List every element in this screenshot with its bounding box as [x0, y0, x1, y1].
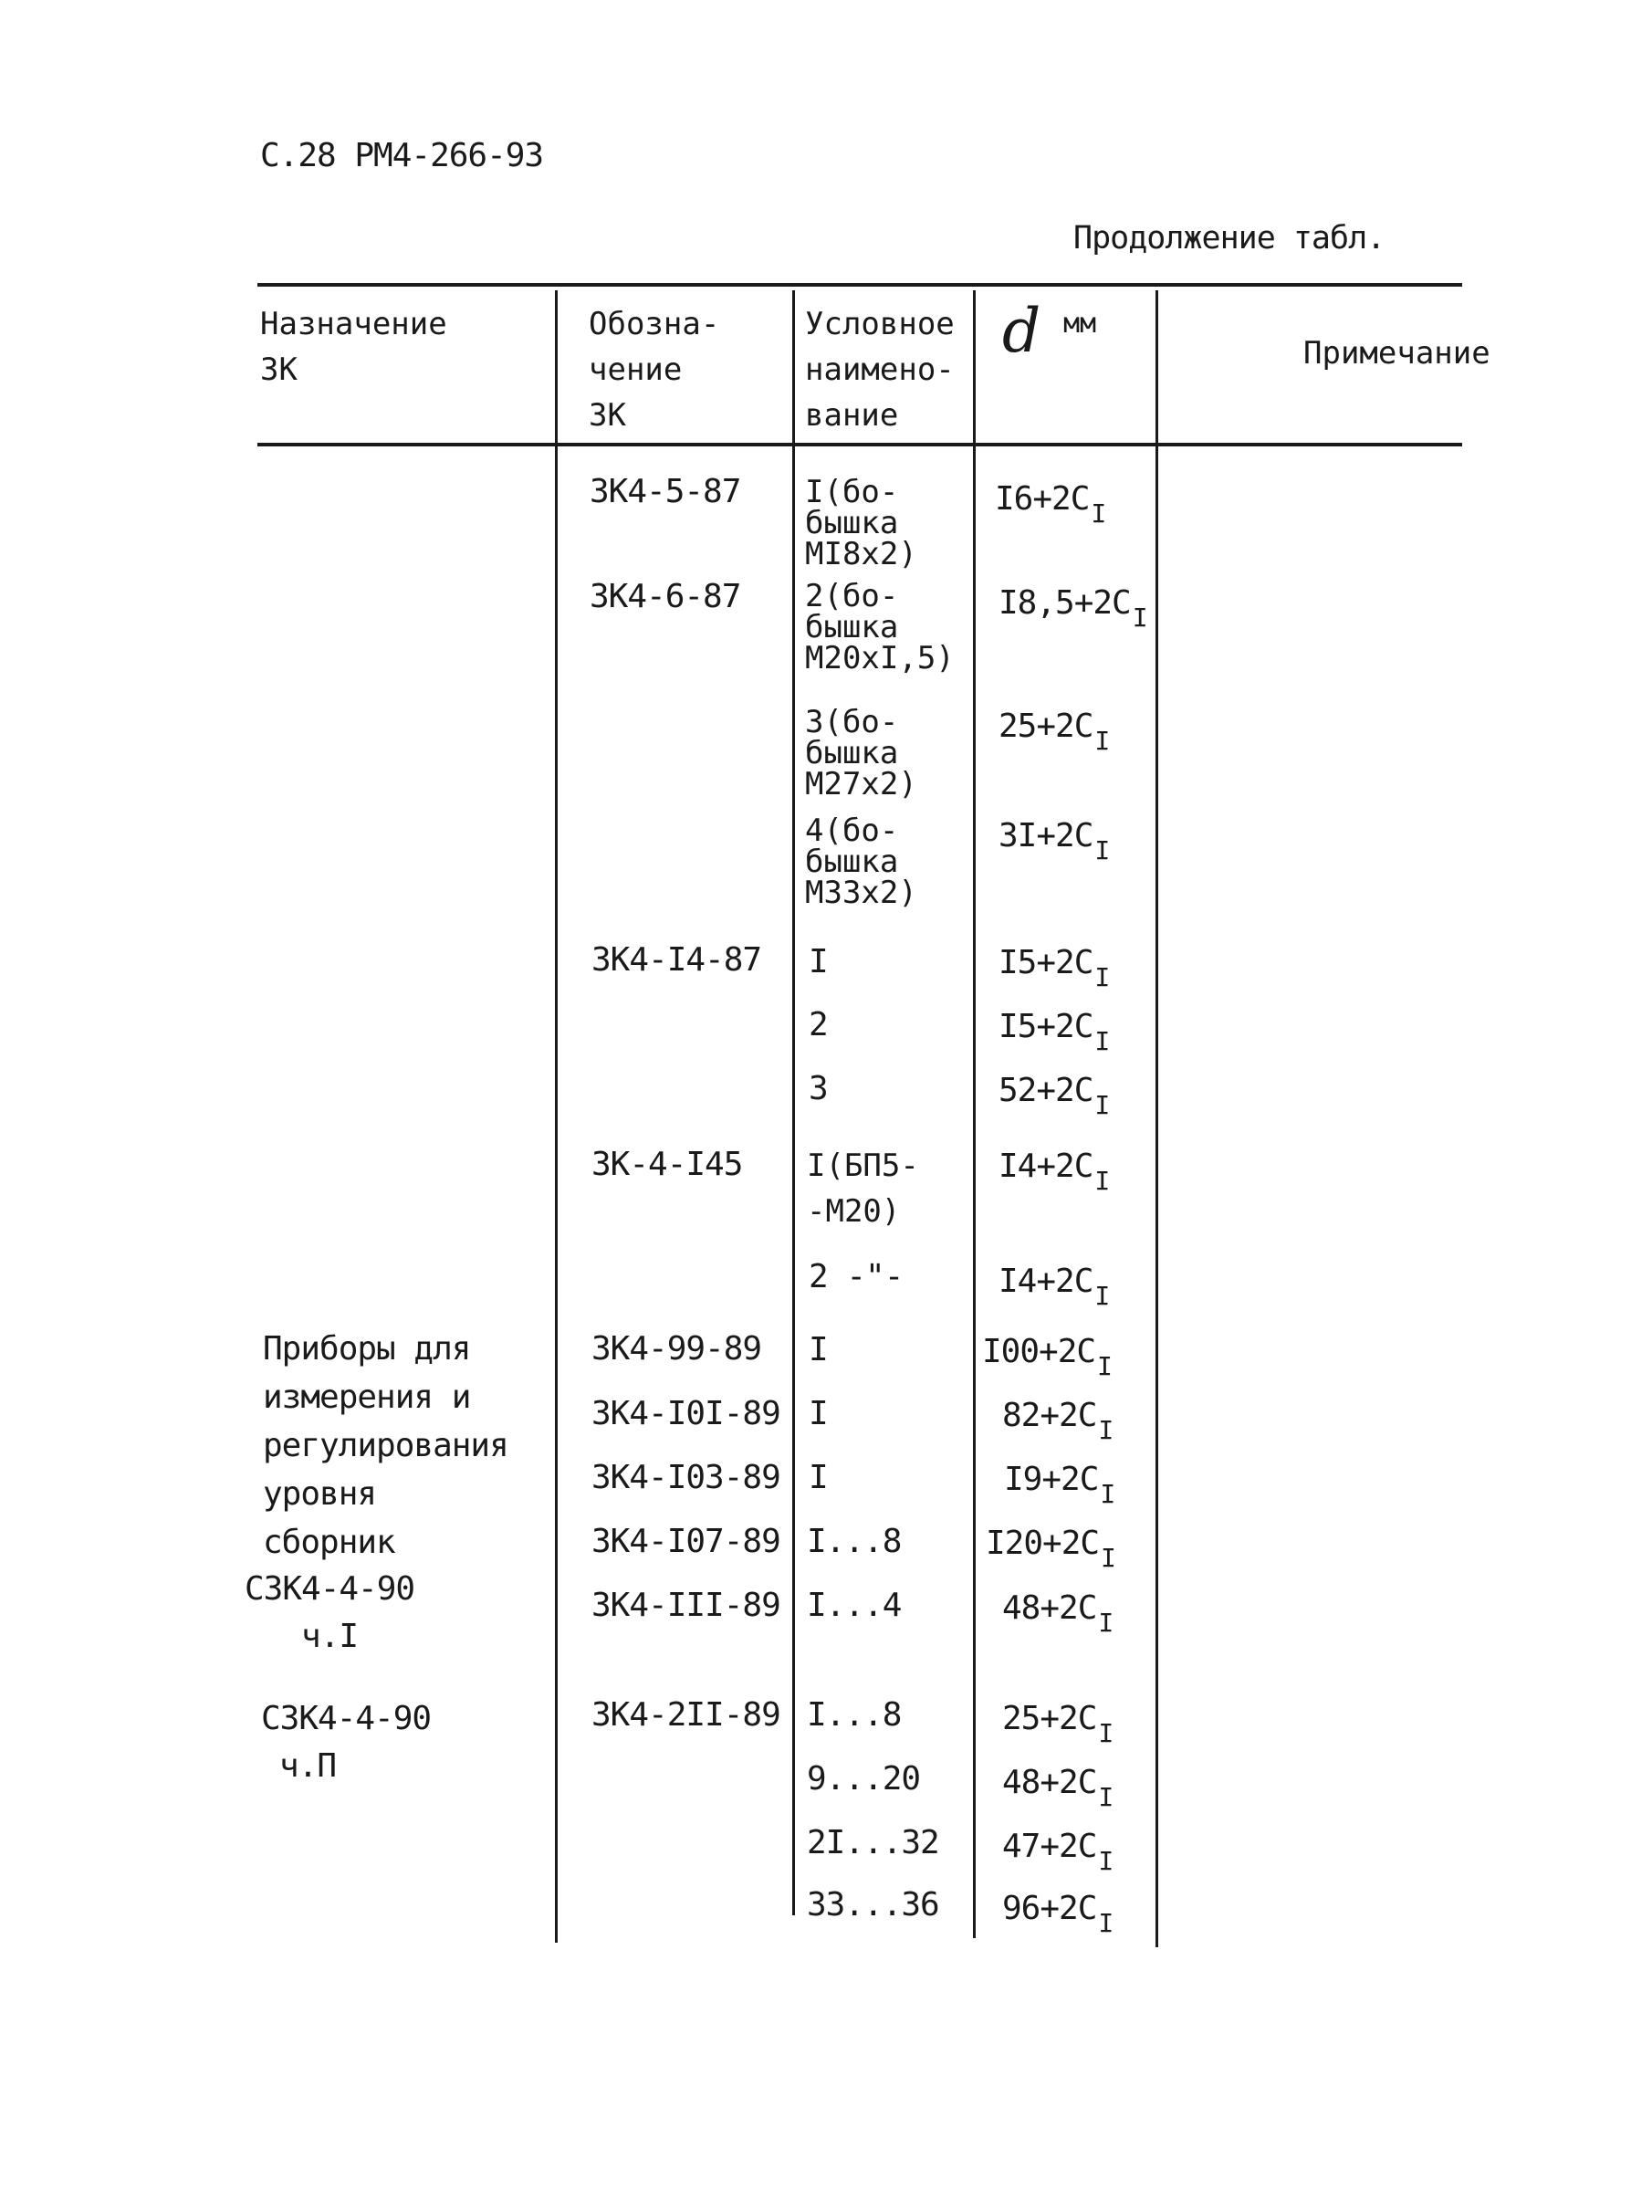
name-cell: I	[809, 1459, 828, 1496]
d-value: I9+2C	[1004, 1461, 1099, 1498]
d-subscript: I	[1094, 962, 1110, 992]
d-value: I6+2C	[995, 480, 1090, 518]
header-d-symbol: d	[1002, 296, 1041, 366]
header-designation: Обозна- чение ЗК	[589, 306, 720, 434]
name-cell: I...8	[807, 1523, 902, 1560]
d-value: 48+2C	[1002, 1764, 1097, 1801]
d-subscript: I	[1094, 1026, 1110, 1056]
purpose-text: ч.П	[279, 1747, 337, 1785]
page-header: С.28 РМ4-266-93	[260, 137, 544, 174]
d-value-cell	[1004, 1461, 1115, 1509]
d-value-cell	[1002, 1890, 1114, 1938]
d-subscript: I	[1094, 726, 1110, 756]
d-value: 52+2C	[999, 1072, 1093, 1109]
d-value-cell	[1002, 1397, 1114, 1445]
name-cell: 3(бо- бышка M27x2)	[805, 704, 917, 802]
name-cell: 3	[809, 1070, 828, 1107]
table-top-rule	[257, 283, 1462, 287]
designation-cell: ЗК4-2II-89	[591, 1696, 780, 1734]
designation-cell: ЗК4-III-89	[591, 1587, 780, 1624]
name-cell: I...8	[807, 1696, 902, 1734]
d-value: I8,5+2C	[999, 584, 1131, 622]
d-value-cell	[1002, 1589, 1114, 1638]
name-cell: 33...36	[807, 1886, 939, 1924]
d-subscript: I	[1091, 498, 1106, 529]
column-divider	[973, 290, 976, 1938]
d-value-cell	[999, 1008, 1110, 1056]
d-value-cell	[999, 1148, 1110, 1196]
d-value: 25+2C	[1002, 1700, 1097, 1737]
purpose-text: регулирования	[263, 1427, 508, 1464]
designation-cell: ЗК4-I4-87	[591, 941, 762, 979]
d-value: I5+2C	[999, 1008, 1093, 1045]
column-divider	[792, 290, 795, 1915]
d-subscript: I	[1098, 1608, 1114, 1638]
d-value-cell	[999, 1263, 1110, 1311]
d-value: 96+2C	[1002, 1890, 1097, 1927]
column-divider	[555, 290, 558, 1943]
name-cell: 2I...32	[807, 1824, 939, 1861]
name-cell: 9...20	[807, 1760, 921, 1798]
d-value-cell	[999, 584, 1147, 633]
d-value: I4+2C	[999, 1263, 1093, 1300]
name-cell: I	[809, 1331, 828, 1368]
designation-cell: ЗК4-5-87	[590, 473, 741, 510]
purpose-text: сборник	[263, 1524, 395, 1561]
designation-cell: ЗК4-99-89	[591, 1330, 762, 1368]
header-note: Примечание	[1303, 335, 1490, 372]
purpose-text: измерения и	[263, 1379, 471, 1416]
d-value-cell	[999, 708, 1110, 756]
d-value-cell	[999, 944, 1110, 992]
name-cell: 4(бо- бышка M33x2)	[805, 812, 917, 911]
continuation-label: Продолжение табл.	[1073, 220, 1385, 257]
d-value: I4+2C	[999, 1148, 1093, 1185]
purpose-text: СЗК4-4-90	[261, 1700, 432, 1737]
name-cell: I(бо- бышка MI8x2)	[805, 474, 917, 572]
name-cell: 2	[809, 1006, 828, 1043]
d-value-cell	[1002, 1700, 1114, 1748]
purpose-text: СЗК4-4-90	[245, 1570, 415, 1608]
name-cell: I	[809, 1395, 828, 1432]
d-subscript: I	[1094, 1281, 1110, 1311]
d-value-cell	[1002, 1764, 1114, 1812]
d-subscript: I	[1097, 1351, 1112, 1381]
column-divider	[1155, 290, 1158, 1947]
d-subscript: I	[1132, 603, 1147, 633]
d-value: I5+2C	[999, 944, 1093, 981]
d-value-cell	[982, 1333, 1112, 1381]
d-subscript: I	[1094, 835, 1110, 865]
d-subscript: I	[1094, 1166, 1110, 1196]
designation-cell: ЗК-4-I45	[591, 1146, 743, 1183]
d-value-cell	[1002, 1828, 1114, 1876]
header-purpose: Назначение ЗК	[260, 306, 447, 388]
designation-cell: ЗК4-I03-89	[591, 1459, 780, 1496]
d-value: I00+2C	[982, 1333, 1096, 1370]
d-value: 3I+2C	[999, 817, 1093, 854]
d-subscript: I	[1094, 1090, 1110, 1120]
d-value-cell	[986, 1525, 1115, 1573]
d-value: 25+2C	[999, 708, 1093, 745]
d-subscript: I	[1098, 1415, 1114, 1445]
purpose-text: Приборы для	[263, 1330, 471, 1368]
d-subscript: I	[1101, 1543, 1115, 1573]
d-subscript: I	[1098, 1782, 1114, 1812]
name-cell: 2(бо- бышка M20xI,5)	[805, 578, 955, 676]
d-value: 48+2C	[1002, 1589, 1097, 1627]
d-value-cell	[999, 817, 1110, 865]
name-cell: I	[809, 943, 828, 980]
d-value-cell	[999, 1072, 1110, 1120]
d-subscript: I	[1098, 1908, 1114, 1938]
purpose-text: ч.I	[301, 1618, 359, 1655]
designation-cell: ЗК4-I07-89	[591, 1523, 780, 1560]
purpose-text: уровня	[263, 1475, 377, 1513]
header-d-unit: мм	[1063, 308, 1097, 340]
name-cell: I(БП5- -M20)	[807, 1148, 919, 1230]
d-value: I20+2C	[986, 1525, 1100, 1562]
d-subscript: I	[1098, 1718, 1114, 1748]
designation-cell: ЗК4-I0I-89	[591, 1395, 780, 1432]
d-value: 82+2C	[1002, 1397, 1097, 1434]
table-header-rule	[257, 443, 1462, 446]
d-value-cell	[995, 480, 1106, 529]
d-subscript: I	[1100, 1479, 1115, 1509]
name-cell: 2 -"-	[809, 1258, 904, 1295]
name-cell: I...4	[807, 1587, 902, 1624]
header-name: Условное наимено- вание	[805, 306, 955, 434]
designation-cell: ЗК4-6-87	[590, 578, 741, 615]
d-value: 47+2C	[1002, 1828, 1097, 1865]
d-subscript: I	[1098, 1846, 1114, 1876]
